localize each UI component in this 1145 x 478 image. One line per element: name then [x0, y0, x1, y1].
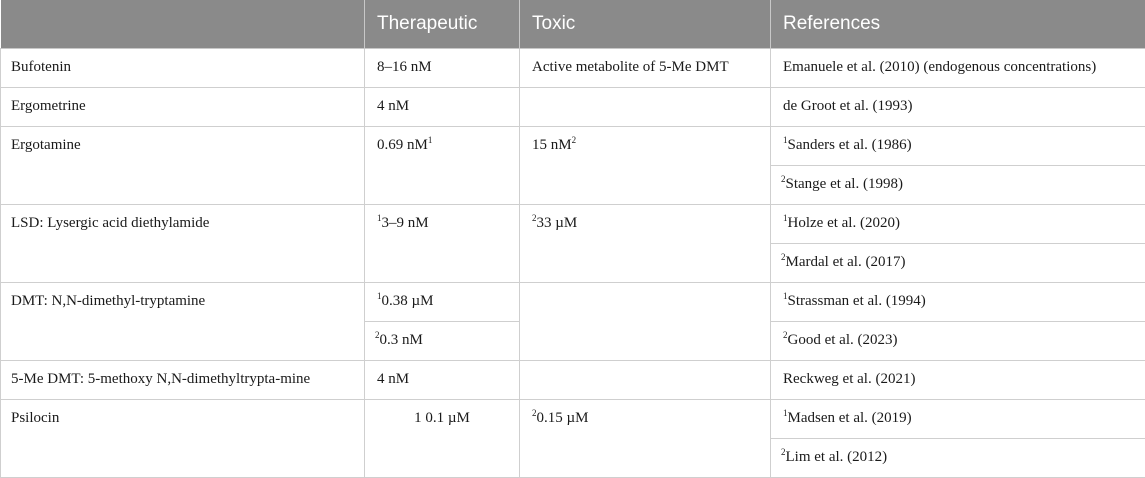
reference	[771, 400, 1145, 439]
reference	[771, 166, 1145, 205]
header-row	[1, 0, 1145, 49]
toxic-value	[520, 127, 771, 205]
reference	[771, 283, 1145, 322]
substance-name: 5-Me DMT: 5-methoxy N,N-dimethyltrypta-mine	[1, 361, 365, 400]
footnote-marker: 2	[532, 408, 537, 418]
header-therapeutic: Therapeutic	[365, 0, 520, 49]
reference-text: Sanders et al. (1986)	[788, 137, 912, 153]
table-row	[1, 49, 1145, 88]
reference	[771, 322, 1145, 361]
substance-name-text: LSD: Lysergic acid diethylamide	[11, 215, 209, 231]
therapeutic-value: 4 nM	[365, 88, 520, 127]
footnote-marker: 1	[783, 135, 788, 145]
reference: Emanuele et al. (2010) (endogenous concentrations)	[771, 49, 1145, 88]
therapeutic-value	[365, 283, 520, 322]
value-text: 1 0.1 µM	[414, 410, 470, 426]
footnote-marker: 1	[783, 291, 788, 301]
footnote-marker: 1	[428, 135, 433, 145]
reference	[771, 205, 1145, 244]
substance-name: Bufotenin	[1, 49, 365, 88]
value-text: 33 µM	[537, 215, 578, 231]
value-text: 0.15 µM	[537, 410, 589, 426]
reference-text: Good et al. (2023)	[788, 332, 898, 348]
reference-text: Lim et al. (2012)	[786, 449, 888, 465]
therapeutic-value	[365, 205, 520, 283]
footnote-marker: 2	[375, 330, 380, 340]
footnote-marker: 1	[783, 213, 788, 223]
therapeutic-value: 4 nM	[365, 361, 520, 400]
toxic-value	[520, 205, 771, 283]
toxic-value	[520, 400, 771, 478]
therapeutic-value	[365, 400, 520, 478]
therapeutic-value: 8–16 nM	[365, 49, 520, 88]
footnote-marker: 1	[377, 291, 382, 301]
footnote-marker: 1	[783, 408, 788, 418]
substance-name	[1, 400, 365, 478]
value-text: 0.69 nM	[377, 137, 428, 153]
toxic-value	[520, 361, 771, 400]
table-row	[1, 205, 1145, 244]
header-substance	[1, 0, 365, 49]
value-text: 3–9 nM	[382, 215, 429, 231]
table-row	[1, 127, 1145, 166]
footnote-marker: 2	[781, 447, 786, 457]
substance-name-text: DMT: N,N-dimethyl-tryptamine	[11, 293, 205, 309]
footnote-marker: 2	[532, 213, 537, 223]
reference	[771, 127, 1145, 166]
substance-name-text: Ergotamine	[11, 137, 81, 153]
reference-text: Holze et al. (2020)	[788, 215, 900, 231]
toxic-value: Active metabolite of 5-Me DMT	[520, 49, 771, 88]
reference: de Groot et al. (1993)	[771, 88, 1145, 127]
footnote-marker: 2	[781, 252, 786, 262]
header-references: References	[771, 0, 1145, 49]
reference-text: Strassman et al. (1994)	[788, 293, 926, 309]
value-text: 0.3 nM	[380, 332, 423, 348]
footnote-marker: 2	[572, 135, 577, 145]
footnote-marker: 2	[783, 330, 788, 340]
footnote-marker: 2	[781, 174, 786, 184]
therapeutic-value	[365, 127, 520, 205]
reference-text: Mardal et al. (2017)	[786, 254, 906, 270]
substance-name	[1, 127, 365, 205]
substance-name: Ergometrine	[1, 88, 365, 127]
table-row	[1, 400, 1145, 439]
reference-text: Stange et al. (1998)	[786, 176, 903, 192]
reference	[771, 244, 1145, 283]
substance-name-text: Psilocin	[11, 410, 59, 426]
value-text: 0.38 µM	[382, 293, 434, 309]
toxic-value	[520, 283, 771, 361]
reference-text: Madsen et al. (2019)	[788, 410, 912, 426]
therapeutic-value	[365, 322, 520, 361]
table-row	[1, 283, 1145, 322]
substance-name	[1, 283, 365, 361]
value-text: 15 nM	[532, 137, 572, 153]
toxic-value	[520, 88, 771, 127]
header-toxic: Toxic	[520, 0, 771, 49]
table-row	[1, 88, 1145, 127]
footnote-marker: 1	[377, 213, 382, 223]
table-header	[1, 0, 1145, 49]
substance-name	[1, 205, 365, 283]
reference: Reckweg et al. (2021)	[771, 361, 1145, 400]
table-row	[1, 361, 1145, 400]
